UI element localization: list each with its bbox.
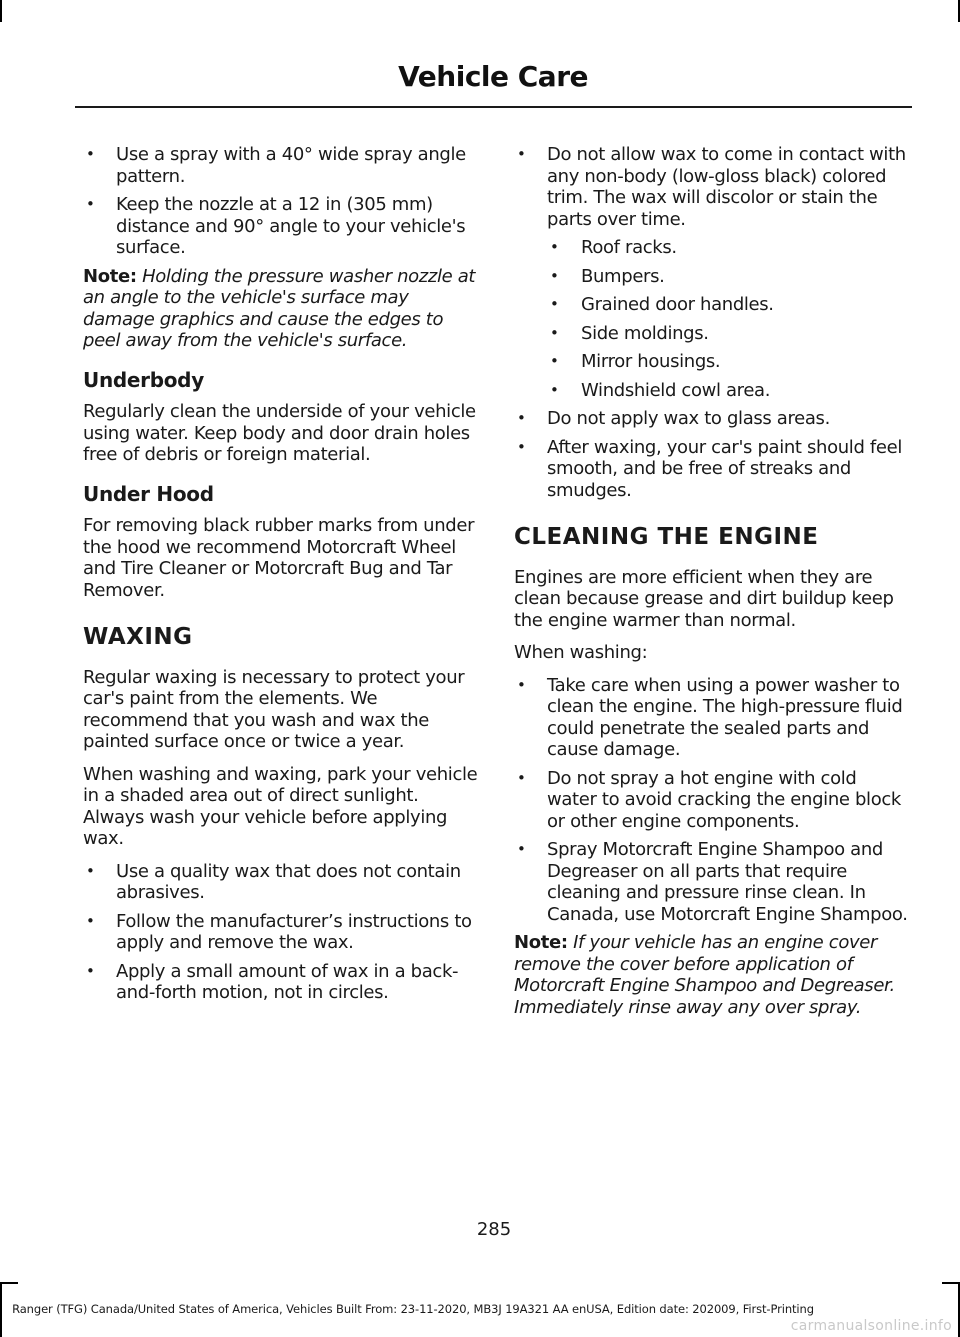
edition-footer: Ranger (TFG) Canada/United States of America, Vehicles Built From: 23-11-2020, MB3J 19A321 AA enUSA, Edition date: 202009, First-Printing	[12, 1302, 814, 1316]
list-item: • Use a quality wax that does not contain abrasives.	[83, 861, 483, 904]
list-item: • Spray Motorcraft Engine Shampoo and Degreaser on all parts that require cleaning and pressure rinse clean. In Canada, use Motorcraft Engine Shampoo.	[514, 839, 910, 925]
waxing-list	[83, 861, 483, 1004]
crop-mark-bottom-right-horizontal	[942, 1282, 960, 1284]
list-item: • Bumpers.	[547, 266, 910, 288]
engine-washing-list	[514, 675, 910, 926]
list-item: • Keep the nozzle at a 12 in (305 mm) distance and 90° angle to your vehicle's surface.	[83, 194, 483, 259]
list-item: • Windshield cowl area.	[547, 380, 910, 402]
list-item: • Do not apply wax to glass areas.	[514, 408, 910, 430]
right-column	[514, 144, 910, 1029]
note-label: Note:	[83, 265, 137, 287]
wax-caution-list	[514, 144, 910, 501]
crop-mark-bottom-left-horizontal	[0, 1282, 18, 1284]
list-item: • Grained door handles.	[547, 294, 910, 316]
heading-waxing: WAXING	[83, 624, 193, 650]
paragraph-waxing-2: When washing and waxing, park your vehicle in a shaded area out of direct sunlight. Always wash your vehicle before applying wax.	[83, 763, 478, 849]
page-number: 285	[476, 1219, 512, 1240]
list-item: • Apply a small amount of wax in a back-and-forth motion, not in circles.	[83, 961, 483, 1004]
paragraph-underbody: Regularly clean the underside of your vehicle using water. Keep body and door drain holes free of debris or foreign material.	[83, 401, 476, 465]
heading-under-hood: Under Hood	[83, 481, 214, 506]
note-engine-cover	[514, 932, 910, 1018]
wax-contact-text: Do not allow wax to come in contact with any non-body (low-gloss black) colored trim. The wax will discolor or stain the parts over time.	[547, 144, 906, 230]
note-label: Note:	[514, 932, 568, 953]
watermark: carmanualsonline.info	[790, 1318, 952, 1334]
note-text: Holding the pressure washer nozzle at an angle to the vehicle's surface may damage graphics and cause the edges to peel away from the vehicle's surface.	[83, 265, 476, 351]
note-pressure-washer	[83, 266, 483, 352]
list-item: • Roof racks.	[547, 237, 910, 259]
note-text: If your vehicle has an engine cover remove the cover before application of Motorcraft Engine Shampoo and Degreaser. Immediately rinse away any over spray.	[514, 932, 895, 1018]
trim-items-list	[547, 237, 910, 401]
header-rule	[75, 106, 912, 108]
paragraph-under-hood: For removing black rubber marks from under the hood we recommend Motorcraft Wheel and Tire Cleaner or Motorcraft Bug and Tar Remover.	[83, 515, 475, 601]
left-column	[83, 144, 483, 1011]
list-item: • Mirror housings.	[547, 351, 910, 373]
list-item: • Take care when using a power washer to clean the engine. The high-pressure fluid could penetrate the sealed parts and cause damage.	[514, 675, 910, 761]
heading-cleaning-engine: CLEANING THE ENGINE	[514, 524, 819, 550]
list-item: • Do not spray a hot engine with cold water to avoid cracking the engine block or other engine components.	[514, 768, 910, 833]
list-item: • After waxing, your car's paint should feel smooth, and be free of streaks and smudges.	[514, 437, 910, 502]
heading-underbody: Underbody	[83, 367, 204, 392]
list-item: • Side moldings.	[547, 323, 910, 345]
section-title: Vehicle Care	[398, 60, 588, 93]
list-item: • Use a spray with a 40° wide spray angle pattern.	[83, 144, 483, 187]
paragraph-waxing-1: Regular waxing is necessary to protect your car's paint from the elements. We recommend that you wash and wax the painted surface once or twice a year.	[83, 666, 465, 752]
crop-mark-top-left-vertical	[0, 0, 2, 22]
paragraph-engine-2: When washing:	[514, 642, 648, 663]
list-item	[514, 144, 910, 401]
list-item: • Follow the manufacturer’s instructions to apply and remove the wax.	[83, 911, 483, 954]
paragraph-engine-1: Engines are more efficient when they are clean because grease and dirt buildup keep the engine warmer than normal.	[514, 566, 894, 631]
pressure-washer-list	[83, 144, 483, 259]
